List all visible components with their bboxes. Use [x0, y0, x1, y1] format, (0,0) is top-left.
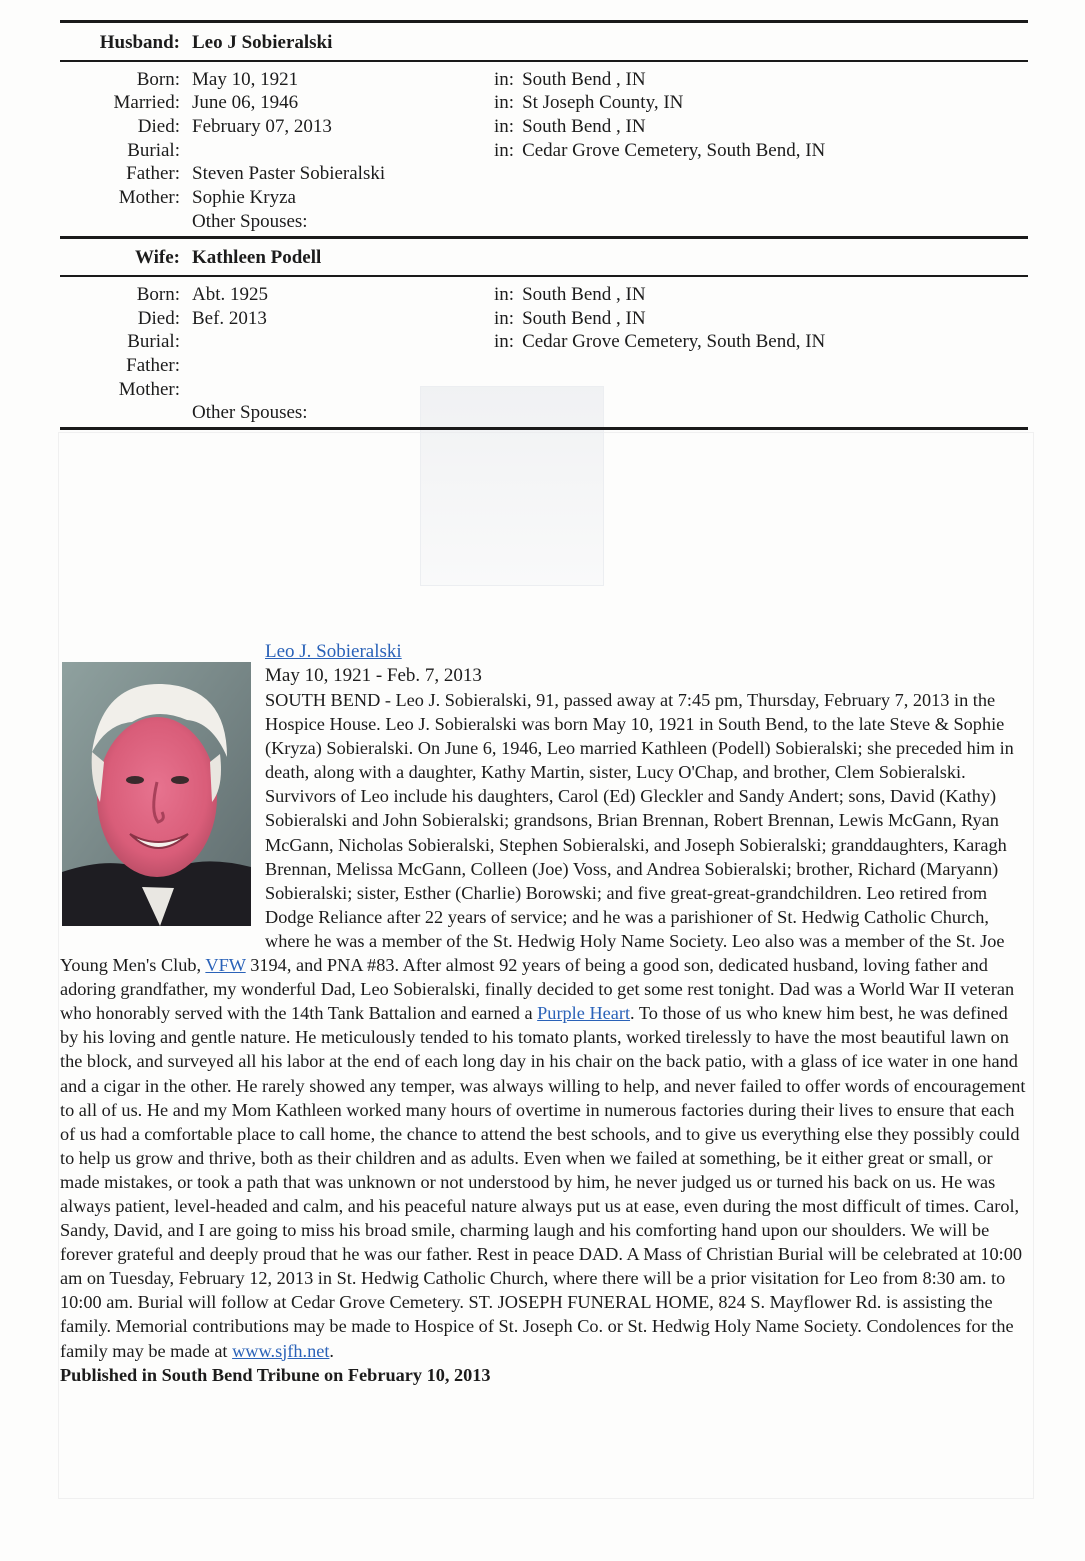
- obituary-name-link-wrap: [265, 640, 402, 664]
- obituary-paragraph-part: 3194, and PNA #83. After almost 92 years of being a good son, dedicated husband, loving father and adoring grandfather, my wonderful Dad, Leo Sobieralski, finally decided to get some rest tonight. Dad was a World War II veteran who honorably served with the 14th Tank Battalion and earned a: [60, 955, 1015, 1024]
- place-value: Cedar Grove Cemetery, South Bend, IN: [522, 331, 826, 352]
- wife-died-row: [60, 307, 1028, 330]
- website-link[interactable]: www.sjfh.net: [232, 1340, 330, 1361]
- obituary-paragraph-part: .: [329, 1340, 334, 1361]
- place-value: South Bend , IN: [522, 308, 646, 329]
- in-label: in:: [494, 331, 515, 352]
- obituary-paragraph-part: . To those of us who knew him best, he was defined by his loving and gentle nature. He meticulously tended to his tomato plants, worked tirelessly to have the most beautiful lawn on the block, and surveyed all his labor at the end of each long day in his chair on the back patio, with a glass of ice water in one hand and a cigar in the other. He rarely showed any temper, was always willing to help, and never failed to offer words of encouragement to all of us. He and my Mom Kathleen worked many hours of overtime in numerous factories during their lives to ensure that each of us had a comfortable place to call home, the chance to attend the best schools, and to give us everything else they possibly could to help us grow and thrive, both as their children and as adults. Even when we failed at something, be it either great or small, or made mistakes, or took a path that was unknown or not understood by him, he never judged us or turned his back on us. He was always patient, level-headed and calm, and his peaceful nature always put us at ease, even during the most difficult of times. Carol, Sandy, David, and I are going to miss his broad smile, charming laugh and his comforting hand upon our shoulders. We will be forever grateful and deeply proud that he was our father. Rest in peace DAD. A Mass of Christian Burial will be celebrated at 10:00 am on Tuesday, February 12, 2013 in St. Hedwig Catholic Church, where there will be a prior visitation for Leo from 8:30 am. to 10:00 am. Burial will follow at Cedar Grove Cemetery. ST. JOSEPH FUNERAL HOME, 824 S. Mayflower Rd. is assisting the family. Memorial contributions may be made to Hospice of St. Joseph Co. or St. Hedwig Holy Name Society. Condolences for the family may be made at: [60, 1003, 1026, 1361]
- wife-label: Wife:: [134, 247, 180, 268]
- field-label: Died:: [137, 116, 180, 137]
- husband-married-row: [60, 91, 1028, 114]
- bottom-rule: [60, 427, 1028, 430]
- in-label: in:: [494, 92, 515, 113]
- in-label: in:: [494, 116, 515, 137]
- wife-top-rule: [60, 236, 1028, 239]
- husband-rule: [60, 60, 1028, 62]
- field-label: Mother:: [118, 379, 180, 400]
- field-label: Burial:: [127, 331, 180, 352]
- wife-born-row: [60, 283, 1028, 306]
- wife-burial-row: [60, 330, 1028, 353]
- field-value: June 06, 1946: [192, 92, 299, 113]
- in-label: in:: [494, 284, 515, 305]
- place-value: South Bend , IN: [522, 69, 646, 90]
- field-value: Abt. 1925: [192, 284, 268, 305]
- vfw-link[interactable]: VFW: [205, 955, 246, 976]
- husband-born-row: [60, 68, 1028, 91]
- place-value: South Bend , IN: [522, 116, 646, 137]
- father-name: Steven Paster Sobieralski: [192, 163, 386, 184]
- obituary-name-link[interactable]: Leo J. Sobieralski: [265, 641, 402, 662]
- top-rule: [60, 20, 1028, 23]
- purple-heart-link[interactable]: Purple Heart: [537, 1003, 631, 1024]
- wife-mother-row: [60, 378, 1028, 401]
- wife-father-row: [60, 354, 1028, 377]
- field-label: Born:: [136, 284, 180, 305]
- husband-mother-row: [60, 186, 1028, 209]
- place-value: Cedar Grove Cemetery, South Bend, IN: [522, 140, 826, 161]
- husband-name: Leo J Sobieralski: [192, 32, 333, 53]
- wife-other-spouses-row: [60, 401, 1028, 424]
- field-value: Bef. 2013: [192, 308, 267, 329]
- field-label: Burial:: [127, 140, 180, 161]
- field-label: Married:: [113, 92, 180, 113]
- obituary-paragraph-part: SOUTH BEND - Leo J. Sobieralski, 91, passed away at 7:45 pm, Thursday, February 7, 2013 in the Hospice House. Leo J. Sobieralski was born May 10, 1921 in South Bend, to the late Steve & Sophie (Kryza) Sobieralski. On June 6, 1946, Leo married Kathleen (Podell) Sobieralski; she preceded him in death, along with a daughter, Kathy Martin, sister, Lucy O'Chap, and brother, Clem Sobieralski. Survivors of Leo include his daughters, Carol (Ed) Gleckler and Sandy Andert; sons, David (Kathy) Sobieralski and John Sobieralski; grandsons, Brian Brennan, Robert Brennan, Lewis McGann, Ryan McGann, Nicholas Sobieralski, Stephen Sobieralski, and Joseph Sobieralski; granddaughters, Karagh Brennan, Melissa McGann, Colleen (Joe) Voss, and Andrea Sobieralski; brother, Richard (Maryann) Sobieralski; sister, Esther (Charlie) Borowski; and five great-great-grandchildren. Leo retired from Dodge Reliance after 22 years of service; and he was a parishioner of St. Hedwig Catholic Church, where he was a member of the St. Hedwig Holy Name Society. Leo also was a member of the St. Joe Young Men's Club,: [60, 690, 1014, 976]
- field-label: Born:: [136, 69, 180, 90]
- field-value: February 07, 2013: [192, 116, 332, 137]
- husband-burial-row: [60, 139, 1028, 162]
- other-spouses-label: Other Spouses:: [192, 211, 308, 232]
- husband-other-spouses-row: [60, 210, 1028, 233]
- in-label: in:: [494, 140, 515, 161]
- husband-label: Husband:: [99, 32, 180, 53]
- mother-name: Sophie Kryza: [192, 187, 296, 208]
- field-label: Father:: [126, 163, 180, 184]
- wife-name: Kathleen Podell: [192, 247, 322, 268]
- field-label: Died:: [137, 308, 180, 329]
- place-value: St Joseph County, IN: [522, 92, 684, 113]
- obituary-body: [60, 688, 1028, 1387]
- published-line: Published in South Bend Tribune on February 10, 2013: [60, 1364, 491, 1385]
- wife-rule: [60, 275, 1028, 277]
- husband-died-row: [60, 115, 1028, 138]
- in-label: in:: [494, 308, 515, 329]
- field-label: Mother:: [118, 187, 180, 208]
- field-value: May 10, 1921: [192, 69, 299, 90]
- in-label: in:: [494, 69, 515, 90]
- husband-father-row: [60, 162, 1028, 185]
- place-value: South Bend , IN: [522, 284, 646, 305]
- obituary-dates: May 10, 1921 - Feb. 7, 2013: [265, 665, 482, 686]
- field-label: Father:: [126, 355, 180, 376]
- other-spouses-label: Other Spouses:: [192, 402, 308, 423]
